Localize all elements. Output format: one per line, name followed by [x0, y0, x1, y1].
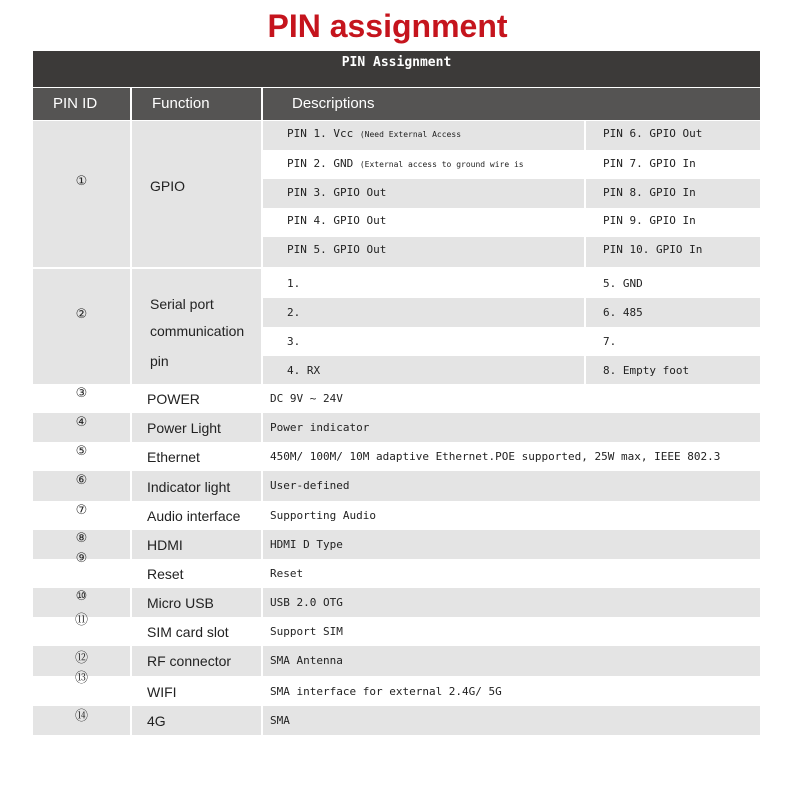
serial-pin-4: 4. RX	[287, 364, 321, 377]
row-description: 450M/ 100M/ 10M adaptive Ethernet.POE supported, 25W max, IEEE 802.3	[270, 450, 721, 463]
table-row	[33, 384, 760, 413]
table-row	[33, 442, 760, 471]
table-banner-text: PIN Assignment	[341, 55, 452, 70]
gpio-id-cell	[33, 121, 130, 267]
serial-pin-3: 3.	[287, 335, 301, 348]
gpio-pin-1-main: PIN 1. Vcc	[287, 127, 354, 140]
table-row	[33, 706, 760, 735]
table-row	[33, 588, 760, 617]
header-pin-id: PIN ID	[33, 88, 130, 120]
row-id: ⑬	[74, 671, 88, 686]
gpio-pin-9: PIN 9. GPIO In	[603, 214, 696, 227]
gpio-function: GPIO	[150, 178, 186, 194]
serial-pin-8: 8. Empty foot	[603, 364, 690, 377]
row-description: Supporting Audio	[270, 509, 376, 522]
gpio-pin-5: PIN 5. GPIO Out	[287, 243, 387, 256]
column-divider	[130, 384, 132, 735]
row-description: User-defined	[270, 479, 350, 492]
gpio-pin-4: PIN 4. GPIO Out	[287, 214, 387, 227]
serial-id: ②	[75, 307, 88, 322]
table-row	[33, 530, 760, 559]
header-descriptions: Descriptions	[263, 88, 760, 120]
gpio-pin-6: PIN 6. GPIO Out	[603, 127, 703, 140]
row-description: SMA Antenna	[270, 654, 343, 667]
header-function: Function	[132, 88, 261, 120]
row-function: Ethernet	[147, 449, 200, 465]
gpio-pin-7: PIN 7. GPIO In	[603, 157, 696, 170]
row-description: Support SIM	[270, 625, 343, 638]
gpio-pin-1-note: (Need External Access	[359, 130, 462, 139]
row-function: SIM card slot	[147, 624, 229, 640]
gpio-desc-row	[263, 208, 760, 237]
row-function: RF connector	[147, 653, 232, 669]
row-description: SMA interface for external 2.4G/ 5G	[270, 685, 502, 698]
row-description: USB 2.0 OTG	[270, 596, 343, 609]
row-description: Reset	[270, 567, 304, 580]
serial-pin-7: 7.	[603, 335, 617, 348]
row-id: ⑪	[74, 613, 88, 628]
row-function: 4G	[147, 713, 166, 729]
row-id: ⑭	[74, 709, 88, 724]
gpio-desc-row	[263, 150, 760, 179]
row-id: ⑧	[75, 531, 88, 546]
gpio-pin-2-main: PIN 2. GND	[287, 157, 354, 170]
gpio-function-cell	[132, 121, 261, 267]
serial-desc-row	[263, 269, 760, 298]
row-function: Reset	[147, 566, 184, 582]
serial-id-cell	[33, 269, 130, 384]
serial-function-cell	[132, 269, 261, 384]
gpio-pin-3: PIN 3. GPIO Out	[287, 186, 387, 199]
gpio-pin-8: PIN 8. GPIO In	[603, 186, 696, 199]
table-row	[33, 646, 760, 676]
serial-pin-1: 1.	[287, 277, 301, 290]
row-function: Micro USB	[147, 595, 214, 611]
row-description: SMA	[270, 714, 290, 727]
column-divider	[261, 384, 263, 735]
row-function: HDMI	[147, 537, 183, 553]
serial-function-line-1: Serial port	[150, 296, 214, 312]
row-id: ⑫	[74, 651, 88, 666]
gpio-desc-row	[263, 121, 760, 150]
table-row	[33, 471, 760, 501]
row-id: ⑥	[75, 473, 88, 488]
gpio-pin-2	[287, 157, 524, 170]
serial-pin-6: 6. 485	[603, 306, 643, 319]
row-id: ⑦	[75, 503, 88, 518]
page-title: PIN assignment	[267, 8, 508, 44]
row-id: ⑩	[75, 589, 88, 604]
row-function: Indicator light	[147, 479, 231, 495]
serial-function-line-2: communication	[150, 323, 245, 339]
row-description: Power indicator	[270, 421, 370, 434]
table-row	[33, 501, 760, 530]
gpio-pin-2-note: (External access to ground wire is	[359, 160, 524, 169]
row-description: HDMI D Type	[270, 538, 343, 551]
table-row	[33, 617, 760, 646]
table-row	[33, 676, 760, 706]
gpio-id: ①	[75, 174, 88, 189]
serial-pin-5: 5. GND	[603, 277, 643, 290]
gpio-pin-1	[287, 127, 461, 140]
gpio-desc-row	[263, 237, 760, 267]
row-id: ⑤	[75, 444, 88, 459]
table-row	[33, 413, 760, 442]
table-row	[33, 559, 760, 588]
serial-function-line-3: pin	[150, 353, 169, 369]
row-id: ⑨	[75, 551, 88, 566]
serial-pin-2: 2.	[287, 306, 301, 319]
row-id: ③	[75, 386, 88, 401]
table-banner	[33, 51, 760, 87]
serial-desc-row	[263, 327, 760, 356]
row-function: Power Light	[147, 420, 221, 436]
gpio-pin-10: PIN 10. GPIO In	[603, 243, 703, 256]
column-divider	[584, 121, 586, 267]
serial-desc-row	[263, 356, 760, 384]
row-function: WIFI	[147, 684, 177, 700]
row-id: ④	[75, 415, 88, 430]
row-function: POWER	[147, 391, 200, 407]
row-description: DC 9V ~ 24V	[270, 392, 343, 405]
serial-desc-row	[263, 298, 760, 327]
row-function: Audio interface	[147, 508, 241, 524]
column-divider	[584, 269, 586, 384]
gpio-desc-row	[263, 179, 760, 208]
